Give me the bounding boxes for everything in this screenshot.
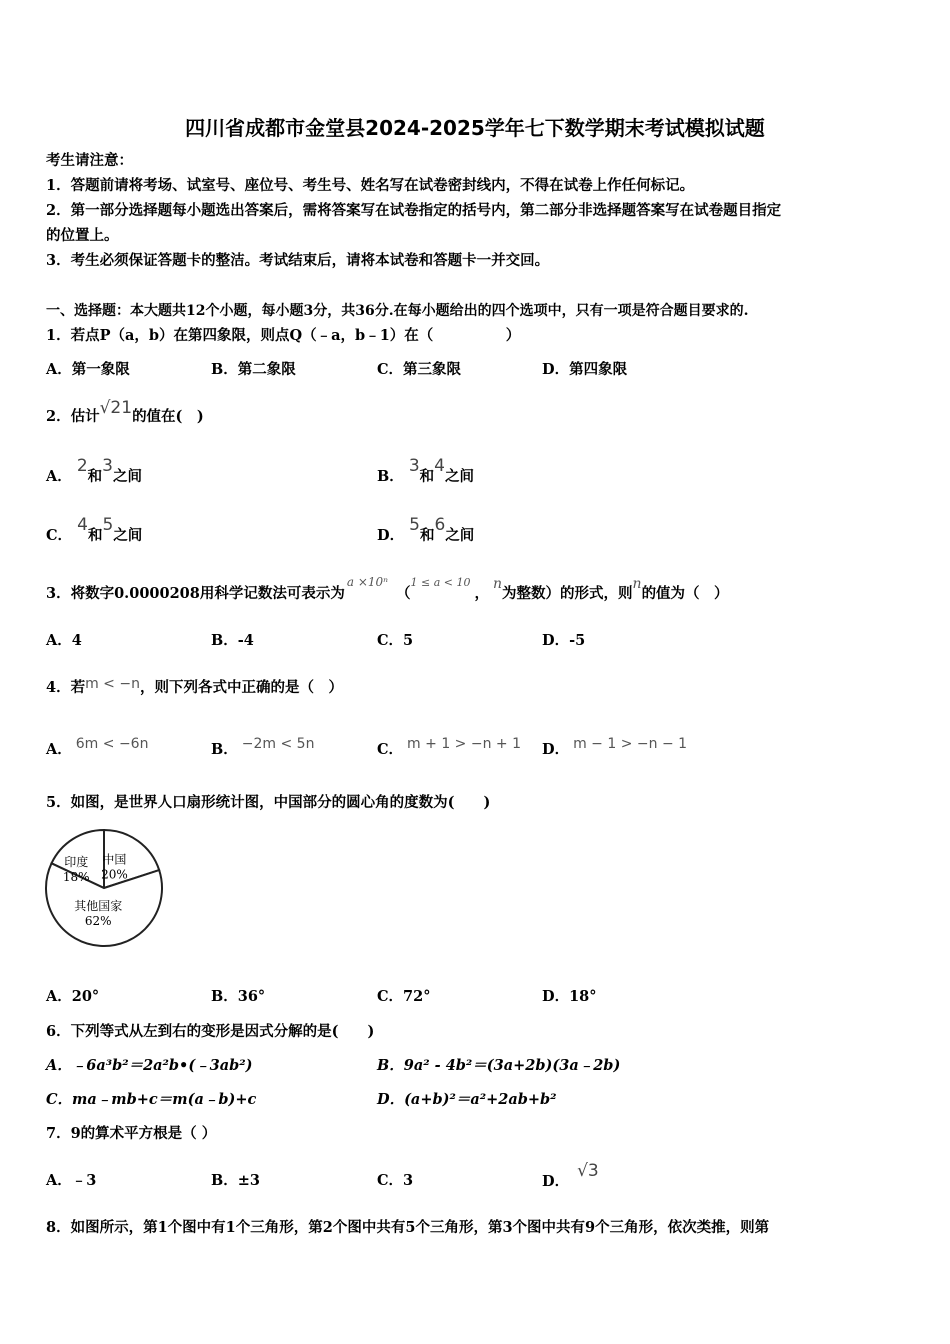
notice-heading: 考生请注意： <box>46 152 133 169</box>
notice-item: 2．第一部分选择题每小题选出答案后，需将答案写在试卷指定的括号内，第二部分非选择题答案写在试卷题目指定 <box>46 202 782 219</box>
q2-d-and: 和 <box>419 527 435 544</box>
q2-b-n1: 3 <box>408 456 420 476</box>
question-1-stem: 1．若点P（a，b）在第四象限，则点Q（﹣a，b﹣1）在（ ） <box>46 327 521 344</box>
q3-expr: a ×10ⁿ <box>346 575 389 589</box>
pie-value-label-1: 20% <box>101 867 128 882</box>
q3-cond: 1 ≤ a < 10 <box>410 576 471 589</box>
q5-option-c: C．72° <box>377 988 431 1005</box>
q4-a-math: 6m < −6n <box>75 736 149 752</box>
q2-c-n2: 5 <box>102 515 114 535</box>
q2-option-c <box>46 515 143 546</box>
q6-option-c: C．ma﹣mb+c＝m(a﹣b)+c <box>46 1091 257 1108</box>
question-6-stem: 6．下列等式从左到右的变形是因式分解的是( ) <box>46 1023 375 1040</box>
q6-option-b: B．9a² - 4b²＝(3a+2b)(3a﹣2b) <box>377 1057 621 1074</box>
q2-tail: 的值在( ) <box>132 408 204 425</box>
q1-option-b: B．第二象限 <box>211 361 296 378</box>
q7-option-c: C．3 <box>377 1172 414 1189</box>
q4-option-b <box>211 736 315 760</box>
q3-option-a: A．4 <box>46 632 82 649</box>
q2-d-label: D． <box>377 527 405 544</box>
q7-d-label: D． <box>542 1173 570 1190</box>
q4-tail: ，则下列各式中正确的是（ ） <box>139 679 343 696</box>
notice-item: 1．答题前请将考场、试室号、座位号、考生号、姓名写在试卷密封线内，不得在试卷上作任何标记。 <box>46 177 695 194</box>
q2-b-n2: 4 <box>434 456 445 476</box>
q4-a-label: A． <box>46 741 72 758</box>
q1-option-d: D．第四象限 <box>542 361 628 378</box>
pie-value-label-0: 18% <box>62 870 90 884</box>
q2-option-a <box>46 456 142 487</box>
q5-option-b: B．36° <box>211 988 266 1005</box>
q4-option-d <box>542 736 688 760</box>
q2-sqrt: √21 <box>99 398 133 418</box>
q7-option-a: A．﹣3 <box>46 1172 97 1189</box>
q3-option-c: C．5 <box>377 632 414 649</box>
notice-item: 3．考生必须保证答题卡的整洁。考试结束后，请将本试卷和答题卡一并交回。 <box>46 252 550 269</box>
q3-text: 3．将数字0.0000208用科学记数法可表示为 <box>46 585 345 602</box>
q1-option-a: A．第一象限 <box>46 361 130 378</box>
q3-n2: n <box>632 576 642 592</box>
q4-b-label: B． <box>211 741 238 758</box>
question-5-stem: 5．如图，是世界人口扇形统计图，中国部分的圆心角的度数为( ) <box>46 794 491 811</box>
q2-c-label: C． <box>46 527 73 544</box>
q5-option-a: A．20° <box>46 988 100 1005</box>
q3-n: n <box>493 576 503 592</box>
q2-d-n1: 5 <box>409 515 420 535</box>
question-4-stem <box>46 678 343 698</box>
q2-c-and: 和 <box>87 527 103 544</box>
q2-a-label: A． <box>46 468 72 485</box>
q3-mid: 为整数）的形式，则 <box>502 585 633 602</box>
q2-d-tail: 之间 <box>445 527 475 544</box>
q7-option-d <box>542 1161 599 1192</box>
q3-comma: ， <box>474 585 489 602</box>
q2-a-n1: 2 <box>76 456 88 476</box>
pie-group <box>46 830 162 946</box>
q5-option-d: D．18° <box>542 988 597 1005</box>
q7-d-math: √3 <box>577 1161 599 1181</box>
pie-label-1: 中国 <box>102 852 127 867</box>
q4-d-label: D． <box>542 741 570 758</box>
q2-a-n2: 3 <box>102 456 113 476</box>
q2-a-tail: 之间 <box>112 468 142 485</box>
section-heading: 一、选择题：本大题共12个小题，每小题3分，共36分.在每小题给出的四个选项中，只有一项是符合题目要求的. <box>46 303 749 319</box>
q2-option-d <box>377 515 475 546</box>
notice-item: 的位置上。 <box>46 227 119 244</box>
q2-b-tail: 之间 <box>444 468 474 485</box>
q2-number: 2．估计 <box>46 408 100 425</box>
q4-option-c <box>377 736 521 760</box>
q3-option-d: D．-5 <box>542 632 586 649</box>
q6-option-a: A．﹣6a³b²＝2a²b•(﹣3ab²) <box>46 1057 253 1074</box>
q3-tail: 的值为（ ） <box>641 585 729 602</box>
q3-paren: （ <box>396 585 411 602</box>
question-7-stem: 7．9的算术平方根是（ ） <box>46 1125 217 1142</box>
question-8-stem: 8．如图所示，第1个图中有1个三角形，第2个图中共有5个三角形，第3个图中共有9个三角形，依次类推，则第 <box>46 1219 770 1236</box>
q2-option-b <box>377 456 474 487</box>
q2-a-and: 和 <box>87 468 103 485</box>
q2-b-label: B． <box>377 468 404 485</box>
q4-d-math: m − 1 > −n − 1 <box>573 736 688 752</box>
q4-c-math: m + 1 > −n + 1 <box>407 736 521 752</box>
q2-d-n2: 6 <box>434 515 446 535</box>
question-2-stem <box>46 398 204 427</box>
page-title: 四川省成都市金堂县2024-2025学年七下数学期末考试模拟试题 <box>185 116 765 140</box>
q2-c-n1: 4 <box>77 515 88 535</box>
q2-c-tail: 之间 <box>113 527 143 544</box>
pie-label-0: 印度 <box>64 855 89 869</box>
world-population-pie-chart <box>40 826 172 950</box>
q7-option-b: B．±3 <box>211 1172 260 1189</box>
q4-c-label: C． <box>377 741 404 758</box>
q4-option-a <box>46 736 149 760</box>
q1-option-c: C．第三象限 <box>377 361 462 378</box>
q4-number: 4．若 <box>46 679 86 696</box>
pie-value-label-2: 62% <box>84 914 112 928</box>
q2-b-and: 和 <box>419 468 435 485</box>
q3-option-b: B．-4 <box>211 632 254 649</box>
pie-label-2: 其他国家 <box>74 899 123 913</box>
q6-option-d: D．(a+b)²＝a²+2ab+b² <box>377 1091 557 1108</box>
q4-b-math: −2m < 5n <box>241 736 315 752</box>
q4-cond: m < −n <box>85 676 140 692</box>
